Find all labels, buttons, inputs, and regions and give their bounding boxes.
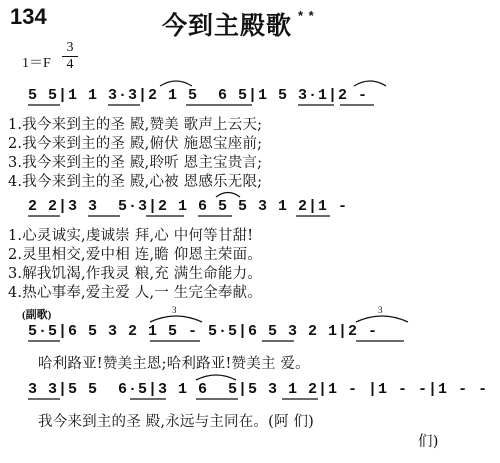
verse-2-line-2: 2.灵里相交,爱中相 连,瞻 仰恩主荣面。 [8, 247, 262, 263]
verse-1-line-2: 1.心灵诚实,虔诚崇 拜,心 中何等甘甜! [8, 228, 254, 244]
hymn-title: 今到主殿歌 * * [162, 8, 315, 40]
key-signature: 1＝F [22, 56, 51, 71]
svg-text:3: 3 [378, 305, 383, 315]
chorus-lyrics-1: 哈利路亚!赞美主恩;哈利路亚!赞美主 爱。 [38, 356, 310, 372]
time-signature-bottom: 4 [66, 57, 74, 72]
title-mark: * * [298, 8, 315, 23]
chorus-lyrics-2-tail: 们) [418, 434, 439, 450]
verse-4-line-1: 4.我今来到主的圣 殿,心被 恩感乐无限; [8, 174, 263, 190]
notation-line-1: 5 5|1 1 3·3|2 1 5 6 5|1 5 3·1|2 - [28, 87, 369, 104]
time-signature-top: 3 [66, 40, 74, 55]
hymn-number: 134 [10, 4, 47, 29]
notation-line-2: 2 2|3 3 5·3|2 1 6 5 5 3 1 2|1 - [28, 198, 349, 215]
verse-3-line-1: 3.我今来到主的圣 殿,聆听 恩主宝贵言; [8, 155, 263, 171]
chorus-notation-1: 5·5|6 5 3 2 1 5 - 5·5|6 5 3 2 1|2 - [28, 323, 379, 340]
chorus-notation-2: 3 3|5 5 6·5|3 1 6 5|5 3 1 2|1 - |1 - -|1 - - [28, 381, 489, 398]
verse-1-line-1: 1.我今来到主的圣 殿,赞美 歌声上云天; [8, 117, 263, 133]
verse-2-line-1: 2.我今来到主的圣 殿,俯伏 施恩宝座前; [8, 136, 263, 152]
verse-4-line-2: 4.热心事奉,爱主爱 人,一 生完全奉献。 [8, 285, 262, 301]
svg-text:3: 3 [172, 305, 177, 315]
chorus-lyrics-2: 我今来到主的圣 殿,永远与主同在。(阿 们) [38, 414, 315, 430]
verse-3-line-2: 3.解我饥渴,作我灵 粮,充 满生命能力。 [8, 266, 262, 282]
chorus-label: (副歌) [22, 309, 52, 321]
